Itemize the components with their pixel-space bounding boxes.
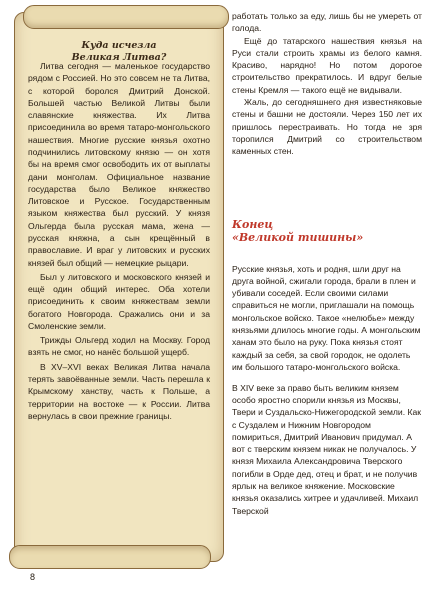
chapter-paragraph: Русские князья, хоть и родня, шли друг на друга войной, сжигали города, брали в плен и убивали соседей. Если своими силами справиться не могли, приглашали на помощь монгольское войско. Такое «нелюбье» между князьями длилось многие годы. А монгольским ханам это было на руку. Пока князья стоят каждый за себя, за свой городок, не одолеть им большого татаро-монгольского войска. [232,263,421,372]
main-paragraph: Жаль, до сегодняшнего дня известняковые стены и башни не достояли. Через 150 лет их пришлось перестраивать. Но тогда не зря торопился Дмитрий со строительством каменных стен. [232,96,422,157]
chapter-paragraph: В XIV веке за право быть великим князем особо яростно спорили князья из Москвы, Твери и Суздальско-Нижегородской земли. Как с Суздалем и Нижним Новгородом помириться, Дмитрий Иванович придумал. А вот с тверским князем никак не получалось. У князя Михаила Александровича Тверского погибли в Орде дед, отец и брат, и не получив ярлык на великое княжение. Московские князья оказались хитрее и удачливей. Михаил Тверской [232,382,422,516]
chapter-body [232,254,422,525]
main-paragraph: работать только за еду, лишь бы не умереть от голода. [232,11,422,34]
main-column-top [232,10,422,157]
sidebar-paragraph: Трижды Ольгерд ходил на Москву. Город взять не смог, но нанёс большой ущерб. [28,335,210,358]
scroll-roll-top [23,5,229,29]
chapter-heading-block [232,218,422,244]
chapter-heading: Конец «Великой тишины» [232,218,364,245]
main-paragraph: Ещё до татарского нашествия князья на Руси стали строить храмы из белого камня. Красиво, нарядно! Но потом дорогое строительство прекратилось. И вдруг белые стены Кремля — такого ещё не видывали. [232,35,422,95]
sidebar-paragraph: Был у литовского и московского князей и ещё один общий интерес. Оба хотели присоединить к своим княжествам земли богатого Новгорода. Сражались они и за Смоленские земли. [28,271,210,331]
sidebar-text [28,60,210,424]
scroll-roll-bottom [9,545,211,569]
sidebar-title: Куда исчезла Великая Литва? [71,40,167,63]
page-number: 8 [30,572,36,582]
sidebar-paragraph: Литва сегодня — маленькое государство рядом с Россией. Но это совсем не та Литва, с которой боролся Дмитрий Донской. Большей частью Великой Литвы были славянские княжества. Их Литва присоединила во время татаро-монгольского нашествия. Многие русские князья охотно подчинились литовскому князю — он хотя бы на время смог освободить их от выплаты дани монголам. Официальное название государства было Великое княжество Литовское и Русское. Государственным языком княжества был русский. У князя Ольгерда была русская мама, жена — русская княжна, а сын крещённый в православие. И враг у литовских и русских князей был общий — немецкие рыцари. [28,61,210,268]
sidebar-paragraph: В XV–XVI веках Великая Литва начала терять завоёванные земли. Часть перешла к Крымскому ханству, часть к Польше, а территории на востоке — к России. Литва вернулась в свои прежние границы. [28,361,210,421]
